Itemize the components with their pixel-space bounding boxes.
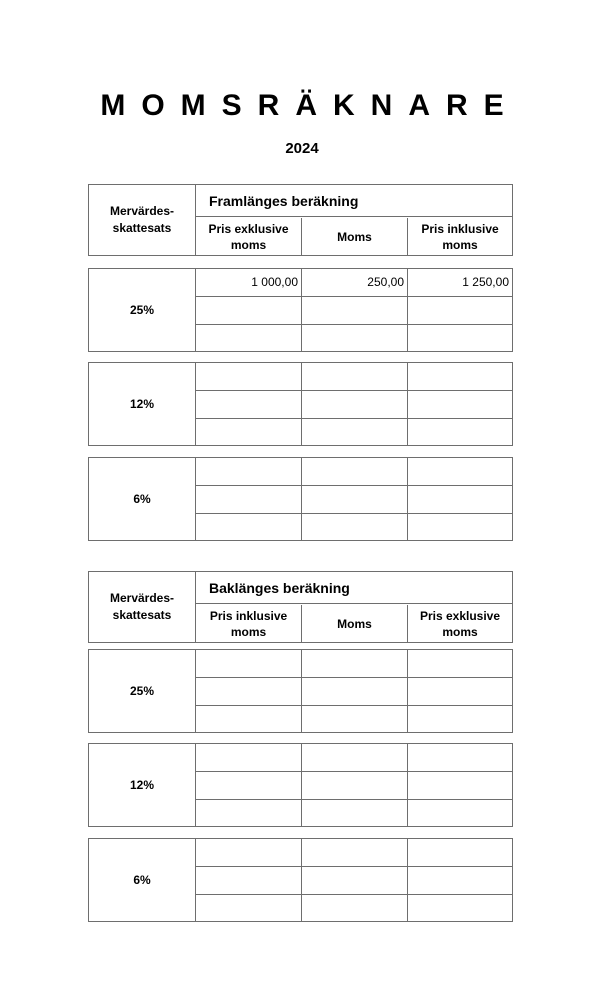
page-year: 2024 — [285, 140, 319, 157]
backward-rate-6: 6% — [89, 839, 196, 921]
page-title: MOMSRÄKNARE — [100, 89, 520, 122]
backward-cells-6 — [196, 839, 512, 921]
input-cell[interactable] — [408, 297, 512, 324]
input-cell[interactable] — [196, 514, 301, 540]
input-cell[interactable] — [196, 839, 301, 866]
input-cell[interactable] — [196, 458, 301, 485]
backward-rate-12: 12% — [89, 744, 196, 826]
forward-rate-6: 6% — [89, 458, 196, 540]
input-cell[interactable] — [302, 839, 407, 866]
backward-col-incl-line1: Pris inklusive — [209, 608, 288, 623]
forward-rate-25: 25% — [89, 269, 196, 351]
input-cell[interactable] — [302, 486, 407, 513]
input-cell[interactable] — [302, 744, 407, 771]
forward-col-incl — [408, 218, 512, 255]
input-cell[interactable] — [196, 325, 301, 351]
input-cell[interactable] — [408, 800, 512, 826]
forward-group-12 — [88, 362, 513, 446]
forward-col-excl — [196, 218, 302, 255]
forward-rate-label-line1: Mervärdes- — [109, 204, 175, 218]
forward-col-incl-line1: Pris inklusive — [421, 221, 499, 236]
backward-group-12 — [88, 743, 513, 827]
forward-header — [88, 184, 513, 256]
forward-rate-label-line2: skattesats — [112, 221, 172, 235]
input-cell[interactable] — [302, 678, 407, 705]
input-cell[interactable] — [302, 867, 407, 894]
input-cell[interactable] — [196, 772, 301, 799]
input-cell[interactable] — [408, 391, 512, 418]
input-cell[interactable] — [408, 486, 512, 513]
forward-cells-25 — [196, 269, 512, 351]
input-cell[interactable] — [408, 325, 512, 351]
backward-rate-label — [89, 572, 196, 642]
input-cell[interactable] — [302, 706, 407, 732]
input-cell[interactable] — [408, 678, 512, 705]
forward-group-6 — [88, 457, 513, 541]
input-cell[interactable]: 250,00 — [302, 269, 407, 296]
backward-col-vat: Moms — [302, 605, 408, 642]
input-cell[interactable] — [302, 325, 407, 351]
backward-rate-25: 25% — [89, 650, 196, 732]
input-cell[interactable] — [408, 895, 512, 921]
input-cell[interactable] — [408, 867, 512, 894]
input-cell[interactable] — [196, 297, 301, 324]
input-cell[interactable] — [302, 419, 407, 445]
input-cell[interactable] — [196, 363, 301, 390]
input-cell[interactable] — [408, 650, 512, 677]
input-cell[interactable] — [302, 895, 407, 921]
input-cell[interactable]: 1 000,00 — [196, 269, 301, 296]
backward-rate-label-line2: skattesats — [112, 608, 172, 622]
input-cell[interactable] — [408, 458, 512, 485]
backward-col-excl-line1: Pris exklusive — [419, 608, 501, 623]
forward-col-excl-line1: Pris exklusive — [208, 221, 289, 236]
backward-group-6 — [88, 838, 513, 922]
forward-group-25 — [88, 268, 513, 352]
input-cell[interactable] — [302, 458, 407, 485]
forward-cells-12 — [196, 363, 512, 445]
input-cell[interactable] — [408, 363, 512, 390]
input-cell[interactable] — [408, 839, 512, 866]
input-cell[interactable] — [196, 486, 301, 513]
forward-cells-6 — [196, 458, 512, 540]
forward-title: Framlänges beräkning — [196, 185, 512, 217]
forward-rate-label — [89, 185, 196, 255]
input-cell[interactable] — [302, 363, 407, 390]
input-cell[interactable] — [302, 772, 407, 799]
input-cell[interactable] — [302, 514, 407, 540]
backward-cells-25 — [196, 650, 512, 732]
input-cell[interactable] — [196, 706, 301, 732]
backward-title: Baklänges beräkning — [196, 572, 512, 604]
input-cell[interactable]: 1 250,00 — [408, 269, 512, 296]
backward-col-excl — [408, 605, 512, 642]
forward-col-incl-line2: moms — [442, 237, 478, 252]
forward-rate-12: 12% — [89, 363, 196, 445]
backward-col-incl-line2: moms — [230, 624, 267, 639]
input-cell[interactable] — [196, 800, 301, 826]
forward-col-vat: Moms — [302, 218, 408, 255]
input-cell[interactable] — [408, 744, 512, 771]
input-cell[interactable] — [408, 772, 512, 799]
backward-cells-12 — [196, 744, 512, 826]
input-cell[interactable] — [196, 895, 301, 921]
input-cell[interactable] — [302, 650, 407, 677]
backward-col-incl — [196, 605, 302, 642]
input-cell[interactable] — [196, 419, 301, 445]
input-cell[interactable] — [196, 391, 301, 418]
backward-col-excl-line2: moms — [442, 624, 478, 639]
forward-col-excl-line2: moms — [230, 237, 267, 252]
backward-group-25 — [88, 649, 513, 733]
input-cell[interactable] — [196, 867, 301, 894]
backward-rate-label-line1: Mervärdes- — [109, 591, 175, 605]
input-cell[interactable] — [408, 706, 512, 732]
input-cell[interactable] — [196, 650, 301, 677]
backward-header — [88, 571, 513, 643]
input-cell[interactable] — [196, 678, 301, 705]
input-cell[interactable] — [196, 744, 301, 771]
input-cell[interactable] — [302, 391, 407, 418]
input-cell[interactable] — [302, 297, 407, 324]
input-cell[interactable] — [408, 419, 512, 445]
input-cell[interactable] — [302, 800, 407, 826]
input-cell[interactable] — [408, 514, 512, 540]
